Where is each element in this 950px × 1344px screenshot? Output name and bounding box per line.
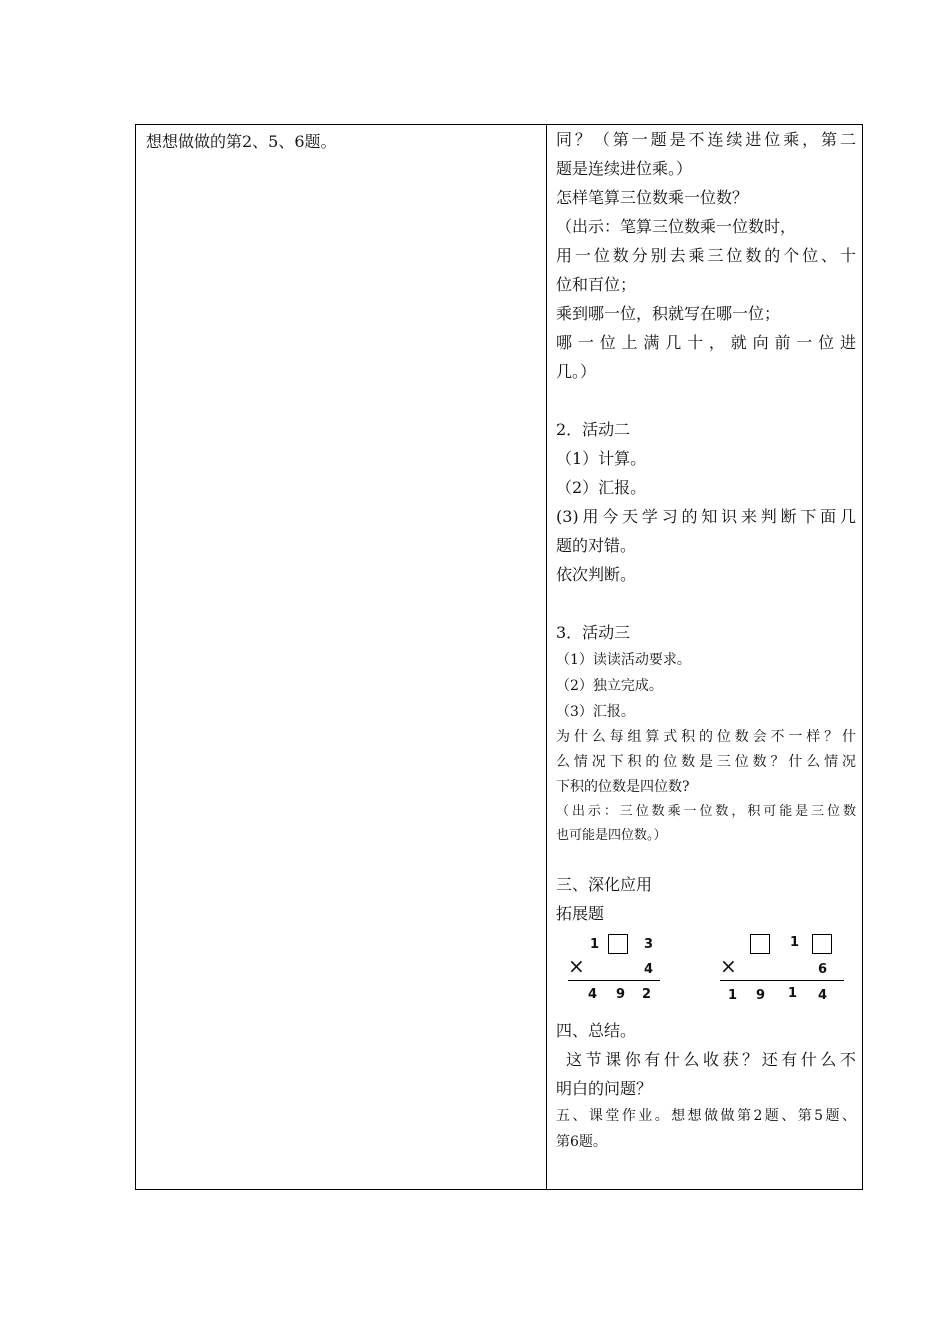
text-line: 明白的问题？	[556, 1079, 653, 1098]
text-line: 也可能是四位数。）	[556, 828, 667, 843]
rule-line	[720, 980, 844, 981]
section-four-title: 四、总结。	[556, 1021, 637, 1040]
puzzle-one	[568, 932, 688, 1016]
digit: 1	[790, 935, 800, 950]
times-sign: ×	[568, 954, 585, 978]
text-line: 五、课堂作业。想想做做第2题、第5题、	[556, 1108, 856, 1124]
text-line: （2）独立完成。	[556, 678, 663, 694]
activity-three-title: 3．活动三	[556, 623, 631, 642]
text-line: （3）汇报。	[556, 704, 635, 720]
text-line: 下积的位数是四位数?	[556, 779, 690, 795]
digit: 6	[818, 962, 828, 977]
text-line: 这节课你有什么收获？还有什么不	[566, 1050, 856, 1069]
section-three-title: 三、深化应用	[556, 875, 653, 894]
digit: 9	[756, 988, 766, 1003]
text-line: 用一位数分别去乘三位数的个位、十	[556, 246, 856, 265]
text-line: 哪一位上满几十，就向前一位进	[556, 333, 856, 352]
section-three-subtitle: 拓展题	[556, 904, 605, 923]
digit: 1	[728, 988, 738, 1003]
blank-box	[608, 934, 628, 954]
digit: 4	[588, 987, 598, 1002]
digit: 4	[644, 962, 654, 977]
left-cell	[146, 129, 541, 155]
text-line: 第6题。	[556, 1134, 607, 1150]
text-line: （2）汇报。	[556, 478, 647, 497]
text-line: （出示：三位数乘一位数，积可能是三位数	[556, 804, 856, 819]
activity-two-title: 2．活动二	[556, 420, 631, 439]
text-line: （出示：笔算三位数乘一位数时，	[556, 217, 797, 236]
lesson-table	[135, 124, 863, 1190]
text-line: 依次判断。	[556, 565, 637, 584]
right-cell	[556, 125, 856, 1155]
digit: 1	[788, 986, 798, 1001]
puzzle-two	[720, 932, 840, 1016]
text-line: 题是连续进位乘。）	[556, 159, 693, 178]
text-line: 同？（第一题是不连续进位乘，第二	[556, 130, 856, 149]
digit: 2	[642, 987, 652, 1002]
blank-box	[750, 934, 770, 954]
text-line: 么情况下积的位数是三位数？什么情况	[556, 754, 856, 770]
digit: 3	[644, 937, 654, 952]
text-line: 题的对错。	[556, 536, 637, 555]
text-line: 怎样笔算三位数乘一位数？	[556, 188, 749, 207]
text-line: 位和百位；	[556, 275, 637, 294]
text-line: 为什么每组算式积的位数会不一样？什	[556, 729, 856, 745]
rule-line	[568, 980, 660, 981]
digit: 4	[818, 988, 828, 1003]
digit: 1	[590, 937, 600, 952]
blank-box	[812, 934, 832, 954]
text-line: 乘到哪一位，积就写在哪一位；	[556, 304, 781, 323]
left-cell-text: 想想做做的第2、5、6题。	[146, 132, 337, 151]
times-sign: ×	[720, 954, 737, 978]
text-line: (3)用今天学习的知识来判断下面几	[556, 507, 856, 526]
text-line: （1）读读活动要求。	[556, 652, 691, 668]
digit: 9	[616, 987, 626, 1002]
text-line: 几。）	[556, 362, 597, 381]
multiplication-puzzles	[556, 932, 856, 1016]
column-divider	[546, 125, 547, 1189]
text-line: （1）计算。	[556, 449, 647, 468]
